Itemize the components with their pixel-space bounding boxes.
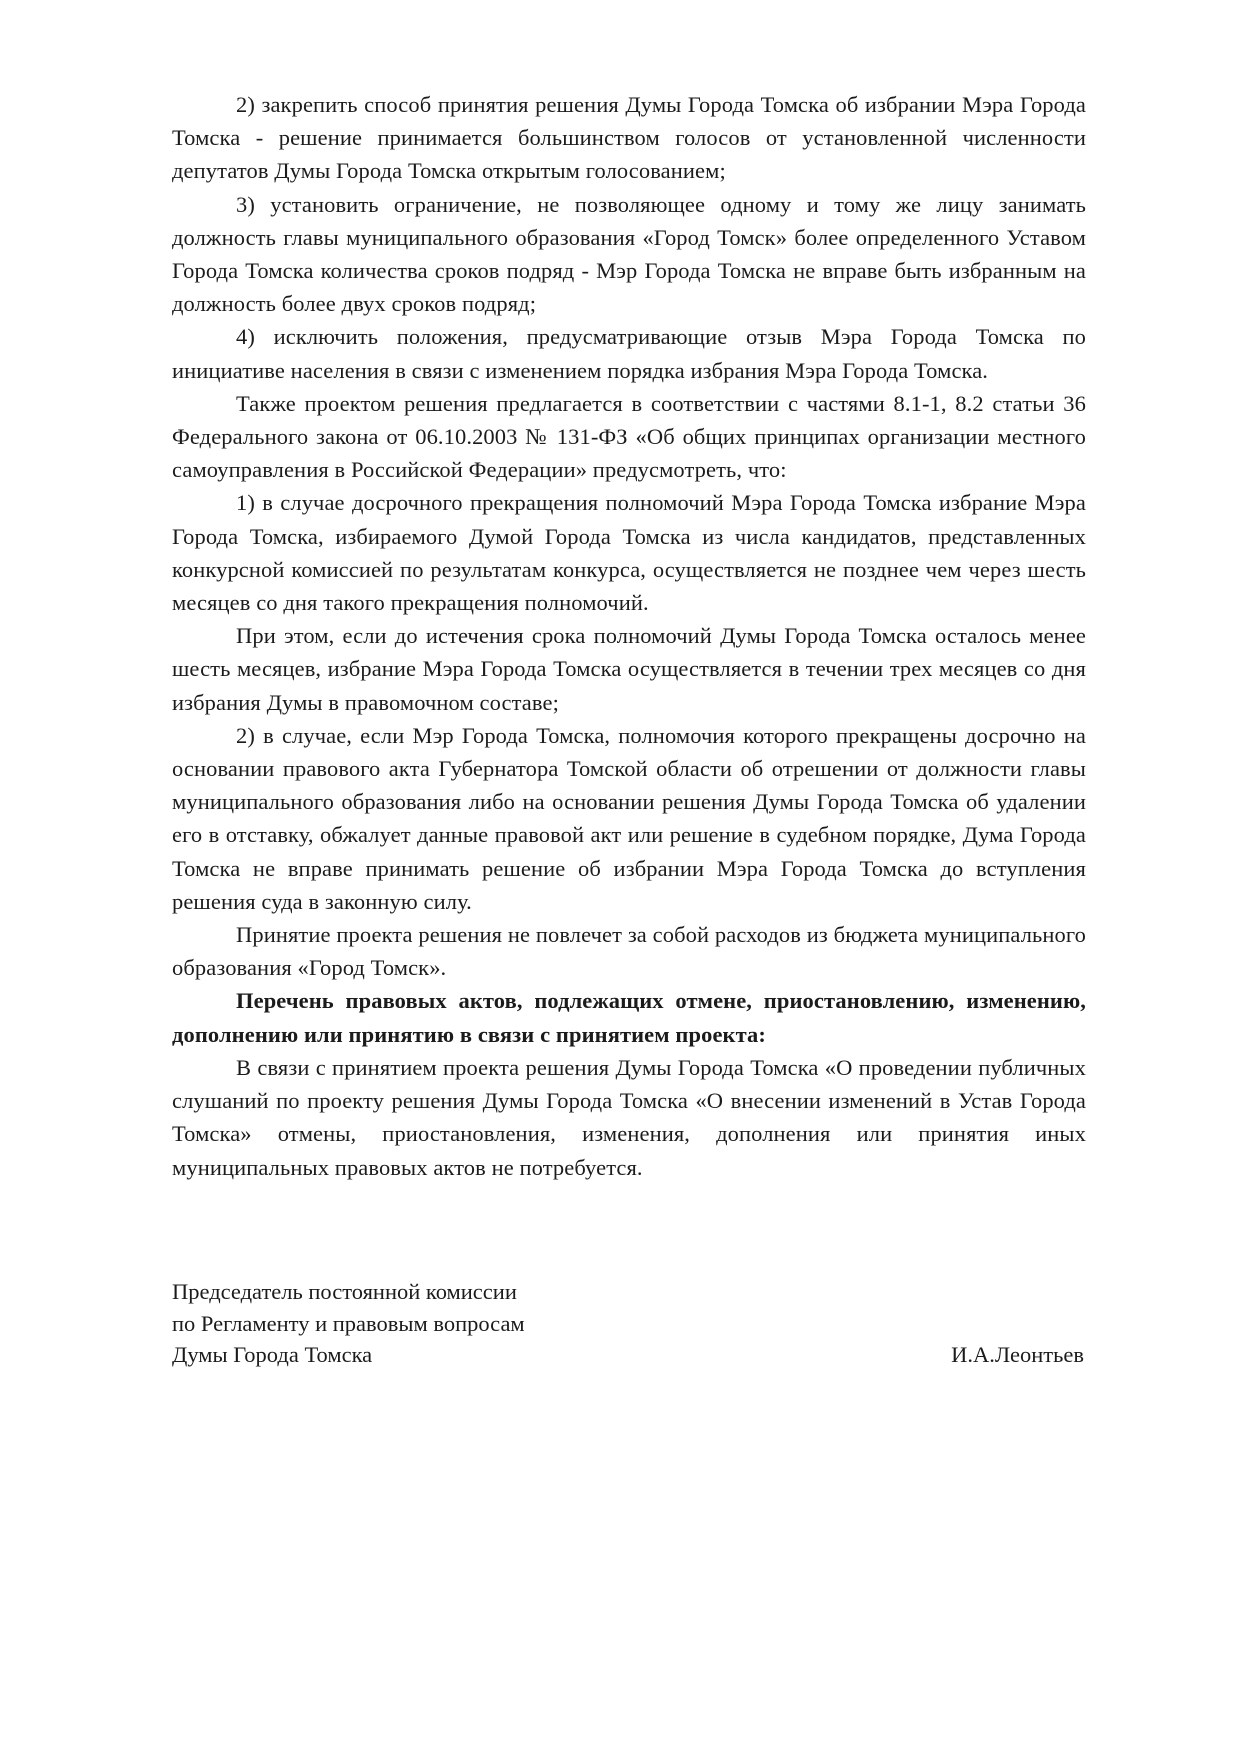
signature-title-line3: Думы Города Томска — [172, 1342, 373, 1367]
document-text-block — [172, 88, 1086, 1184]
paragraph-intro-federal-law: Также проектом решения предлагается в соответствии с частями 8.1-1, 8.2 статьи 36 Федерального закона от 06.10.2003 № 131-ФЗ «Об общих принципах организации местного самоуправления в Российской Федерации» предусмотреть, что: — [172, 390, 1086, 483]
paragraph-item-2: 2) закрепить способ принятия решения Думы Города Томска об избрании Мэра Города Томска - решение принимается большинством голосов от установленной численности депутатов Думы Города Томска открытым голосованием; — [172, 92, 1086, 184]
paragraph-budget-note: Принятие проекта решения не повлечет за собой расходов из бюджета муниципального образования «Город Томск». — [172, 922, 1086, 981]
paragraph-case-1: 1) в случае досрочного прекращения полномочий Мэра Города Томска избрание Мэра Города Томска, избираемого Думой Города Томска из числа кандидатов, представленных конкурсной комиссией по результатам конкурса, осуществляется не позднее чем через шесть месяцев со дня такого прекращения полномочий. — [172, 490, 1086, 616]
paragraph-item-4: 4) исключить положения, предусматривающие отзыв Мэра Города Томска по инициативе населения в связи с изменением порядка избрания Мэра Города Томска. — [172, 324, 1086, 383]
paragraph-item-3: 3) установить ограничение, не позволяющее одному и тому же лицу занимать должность главы муниципального образования «Город Томск» более определенного Уставом Города Томска количества сроков подряд - Мэр Города Томска не вправе быть избранным на должность более двух сроков подряд; — [172, 191, 1086, 317]
paragraph-case-1-note: При этом, если до истечения срока полномочий Думы Города Томска осталось менее шесть месяцев, избрание Мэра Города Томска осуществляется в течении трех месяцев со дня избрания Думы в правомочном составе; — [172, 623, 1086, 715]
signature-name: И.А.Леонтьев — [951, 1342, 1084, 1367]
signature-title-line2: по Регламенту и правовым вопросам — [172, 1310, 525, 1336]
signature-block — [172, 1276, 1086, 1371]
paragraph-legal-acts-body: В связи с принятием проекта решения Думы Города Томска «О проведении публичных слушаний по проекту решения Думы Города Томска «О внесении изменений в Устав Города Томска» отмены, приостановления, изменения, дополнения или принятия иных муниципальных правовых актов не потребуется. — [172, 1054, 1086, 1180]
paragraph-case-2: 2) в случае, если Мэр Города Томска, полномочия которого прекращены досрочно на основании правового акта Губернатора Томской области об отрешении от должности главы муниципального образования либо на основании решения Думы Города Томска об удалении его в отставку, обжалует данные правовой акт или решение в судебном порядке, Дума Города Томска не вправе принимать решение об избрании Мэра Города Томска до вступления решения суда в законную силу. — [172, 722, 1086, 914]
signature-title-line1: Председатель постоянной комиссии — [172, 1279, 517, 1304]
paragraph-legal-acts-heading: Перечень правовых актов, подлежащих отмене, приостановлению, изменению, дополнению или принятию в связи с принятием проекта: — [172, 988, 1086, 1047]
signature-title — [172, 1276, 525, 1371]
